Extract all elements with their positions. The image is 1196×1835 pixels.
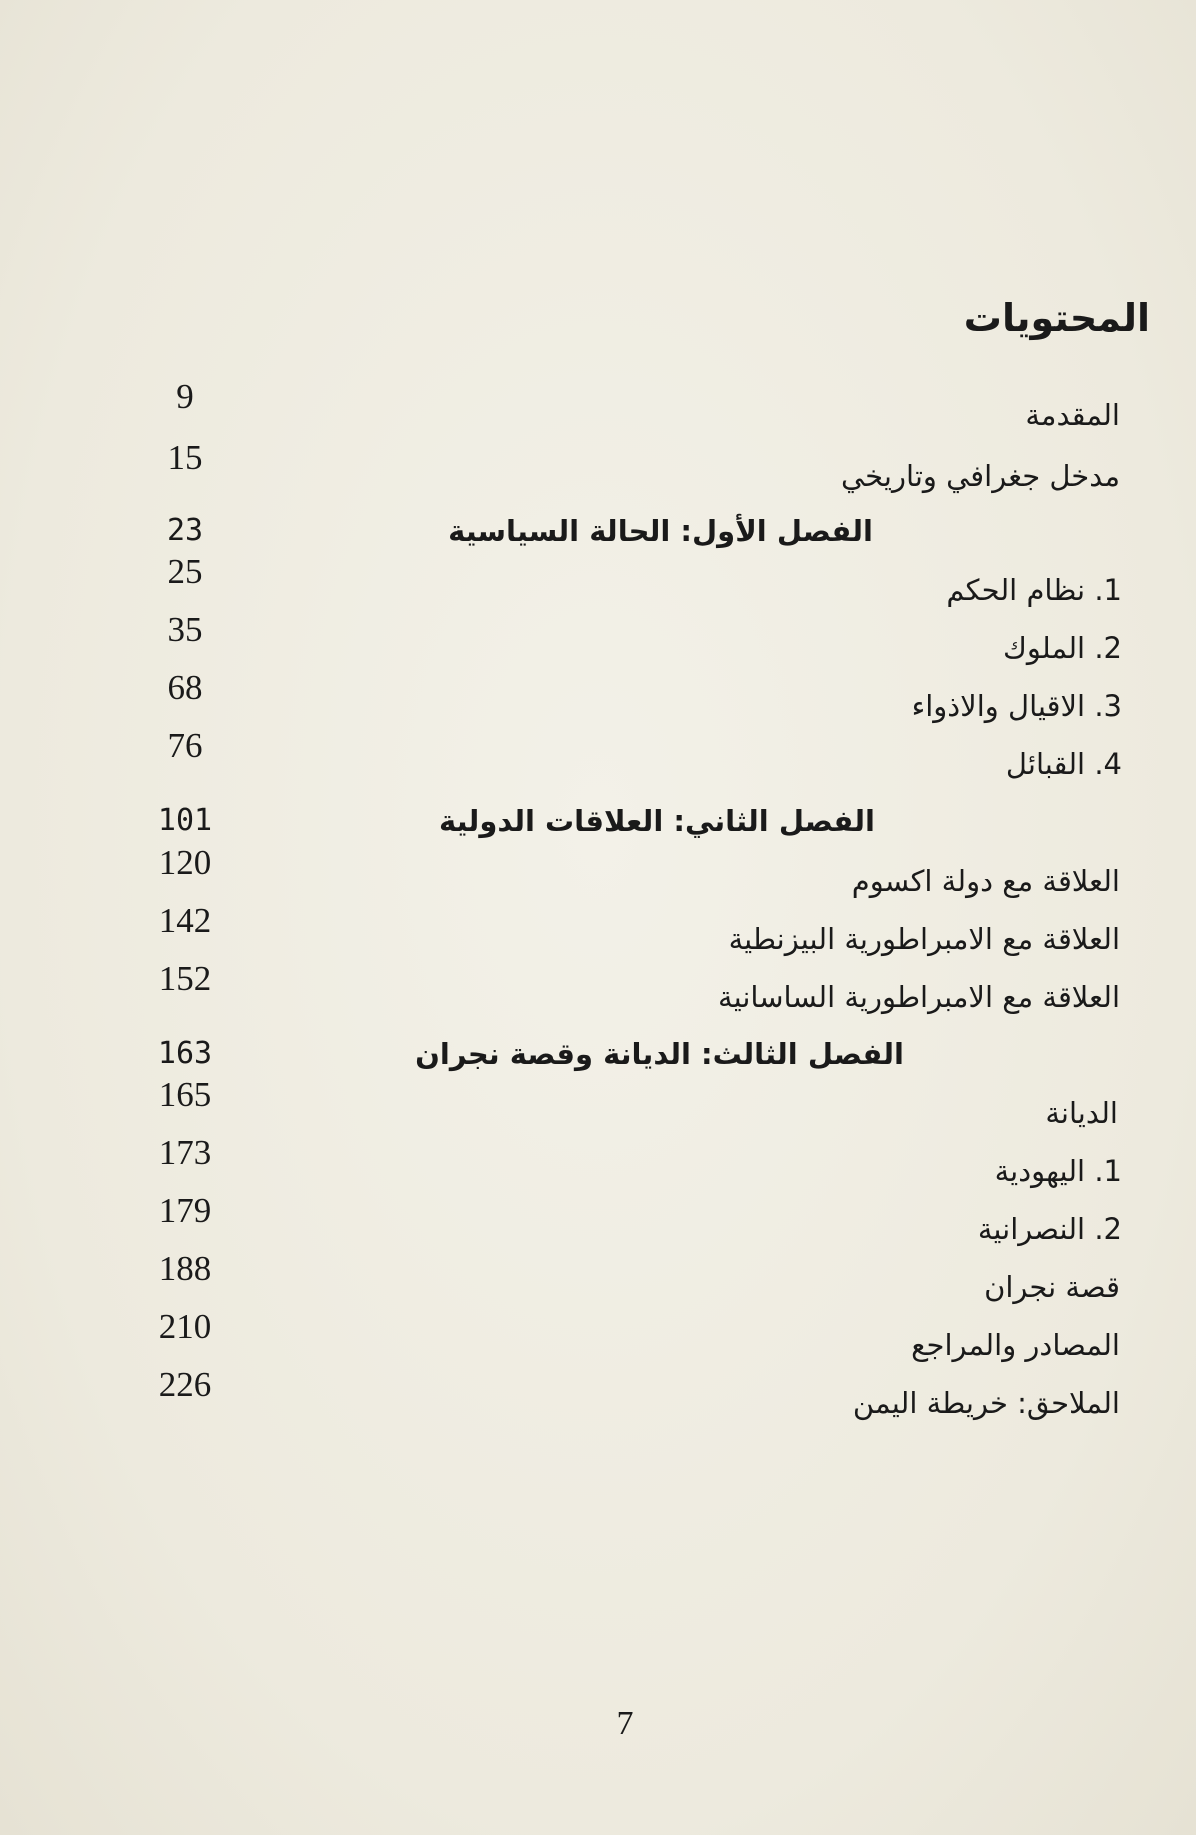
toc-entry [0, 1133, 1196, 1191]
toc-entry [0, 901, 1196, 959]
page-title: المحتويات [963, 296, 1150, 340]
toc-chapter-entry [0, 801, 1196, 841]
toc-entry-label: 4. القبائل [1005, 747, 1122, 781]
toc-entry [0, 1365, 1196, 1423]
toc-entry-page: 226 [158, 1365, 212, 1404]
page-number: 7 [616, 1705, 634, 1742]
toc-entry [0, 668, 1196, 726]
toc-entry-page: 152 [158, 959, 212, 998]
toc-entry-page: 120 [158, 843, 212, 882]
toc-entry [0, 377, 1196, 435]
toc-entry-page: 9 [176, 377, 194, 416]
toc-entry-label: العلاقة مع الامبراطورية الساسانية [718, 980, 1120, 1014]
toc-chapter-label: الفصل الثاني: العلاقات الدولية [439, 804, 875, 838]
toc-entry-page: 23 [166, 513, 204, 548]
toc-entry-label: 2. الملوك [1002, 631, 1122, 665]
toc-entry-page: 15 [167, 438, 203, 477]
toc-entry-label: قصة نجران [984, 1270, 1120, 1304]
toc-entry-label: العلاقة مع دولة اكسوم [851, 864, 1120, 898]
toc-entry-page: 142 [158, 901, 212, 940]
toc-entry [0, 1249, 1196, 1307]
toc-chapter-entry [0, 1034, 1196, 1074]
toc-entry [0, 959, 1196, 1017]
toc-entry-page: 188 [158, 1249, 212, 1288]
toc-entry-label: المقدمة [1025, 398, 1120, 432]
toc-entry [0, 438, 1196, 496]
toc-entry [0, 552, 1196, 610]
toc-entry-label: العلاقة مع الامبراطورية البيزنطية [728, 922, 1120, 956]
toc-entry-page: 173 [158, 1133, 212, 1172]
toc-entry-label: 1. اليهودية [994, 1154, 1122, 1188]
toc-entry-label: المصادر والمراجع [911, 1328, 1120, 1362]
toc-entry-page: 68 [167, 668, 203, 707]
toc-entry-page: 165 [158, 1075, 212, 1114]
toc-entry-label: 3. الاقيال والاذواء [911, 689, 1122, 723]
toc-chapter-label: الفصل الأول: الحالة السياسية [448, 514, 873, 548]
toc-entry [0, 1307, 1196, 1365]
toc-entry-page: 76 [167, 726, 203, 765]
toc-entry-label: 2. النصرانية [977, 1212, 1122, 1246]
toc-entry-label: الملاحق: خريطة اليمن [852, 1386, 1120, 1420]
toc-entry [0, 1075, 1196, 1133]
toc-entry [0, 1191, 1196, 1249]
toc-entry [0, 843, 1196, 901]
toc-entry-page: 35 [167, 610, 203, 649]
toc-entry-label: مدخل جغرافي وتاريخي [841, 459, 1120, 493]
toc-entry-page: 179 [158, 1191, 212, 1230]
toc-chapter-entry [0, 511, 1196, 551]
toc-entry-page: 210 [158, 1307, 212, 1346]
toc-entry-page: 163 [157, 1036, 213, 1071]
toc-entry-page: 25 [167, 552, 203, 591]
toc-entry-label: الديانة [1045, 1096, 1118, 1130]
toc-entry-page: 101 [157, 803, 213, 838]
toc-entry [0, 610, 1196, 668]
toc-entry [0, 726, 1196, 784]
toc-entry-label: 1. نظام الحكم [946, 573, 1122, 607]
toc-chapter-label: الفصل الثالث: الديانة وقصة نجران [415, 1037, 904, 1071]
